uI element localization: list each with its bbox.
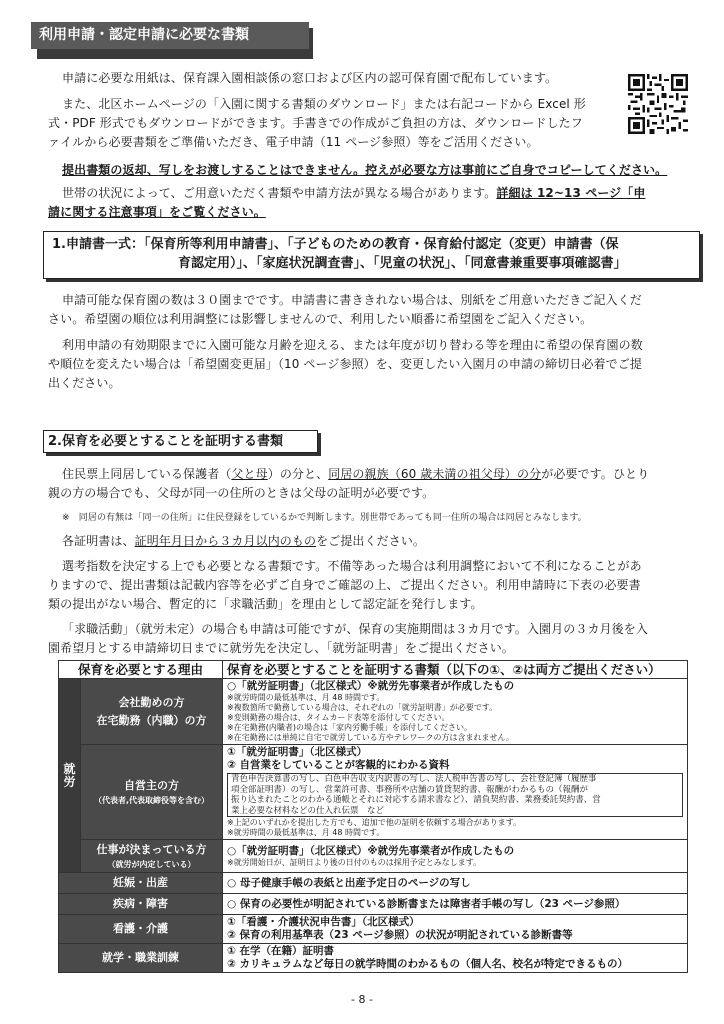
doc-line: ① 在学（在籍）証明書 [227,945,335,957]
intro-paragraph-4a-text: 世帯の状況によって、ご用意いただく書類や申請方法が異なる場合があります。 [62,186,497,200]
note: ※就労開始日が、証明日より後の日付のものは採用予定とみなします。 [227,857,482,867]
table-header-row [59,661,688,679]
s2-p1-part2: 父と母 [231,467,268,481]
row-label-selfemployed-2: （代表者,代表取締役等を含む） [93,796,210,805]
note: ※複数箇所で勤務している場合は、それぞれの「就労証明書」が必要です。 [227,703,498,712]
intro-paragraph-2c: ァイルから必要書類をご準備いただき、電子申請（11 ページ参照）等をご活用ください。 [48,135,539,149]
self-evidence-list [227,773,683,817]
section1-heading-line2: 育認定用）」、「家庭状況調査書」、「児童の状況」、「同意書兼重要事項確認書」 [178,256,627,271]
s2-p2-part3: をご提出ください。 [316,534,426,548]
note: ※上記のいずれかを提出した方でも、追加で他の証明を依頼する場合があります。 [227,818,522,827]
section2-heading-box [43,430,318,453]
row-doc-self-main2: ② 自営業をしていることが客観的にわかる資料 [227,759,450,771]
row-label-job-2: （就労が内定している） [107,860,196,869]
section2-paragraph-2 [62,533,425,550]
section2-paragraph-3a: 選考指数を決定する上でも必要となる書類です。不備等あった場合は利用調整において不利になることがあ [62,559,642,573]
intro-warning: 提出書類の返却、写しをお渡しすることはできません。控えが必要な方は事前にご自身でコピーしてください。 [62,163,668,177]
note: ※在宅勤務(内職者)の場合は「家内労働手帳」を添付してください。 [227,723,472,732]
page-title: 利用申請・認定申請に必要な書類 [31,22,309,49]
row-label-care: 看護・介護 [59,915,223,944]
section1-heading-box [43,231,700,279]
table-row [59,679,688,745]
intro-paragraph-2a: また、北区ホームページの「入園に関する書類のダウンロード」または右記コードから Excel 形 [62,97,586,111]
row-doc-company [223,679,688,745]
table-row [59,840,688,873]
section2-heading: 2.保育を必要とすることを証明する書類 [48,434,283,449]
qr-code-icon [628,74,688,134]
evidence-line: 青色申告決算書の写し、白色申告収支内訳書の写し、法人税申告書の写し、会社登記簿（履歴事 [231,774,597,784]
row-label-selfemployed-1: 自営主の方 [124,779,179,792]
section1-paragraph-2b: や順位を変えたい場合は「希望園変更届」（10 ページ参照）を、変更したい入園月の申請の締切日必着でご提 [48,357,642,371]
s2-p1-part5: が必要です。ひとり [541,467,650,481]
section2-paragraph-1b: 親の方の場合でも、父母が同一の住所のときは父母の証明が必要です。 [48,486,435,500]
table-row [59,915,688,944]
section1-heading-line1: 1.申請書一式：「保育所等利用申請書」、「子どものための教育・保育給付認定（変更）申請書（保 [52,237,619,252]
note: ※在宅勤務には単純に自宅で就労している方やテレワークの方は含まれません。 [227,733,515,742]
row-doc-company-main: ○「就労証明書」（北区様式）※就労先事業者が作成したもの [227,680,515,692]
group-label-work: 就労 [59,679,81,873]
row-label-study: 就学・職業訓練 [59,944,223,973]
note: ※就労時間の最低基準は、月 48 時間です。 [227,828,385,837]
section2-paragraph-4b: 園希望月とする申請締切日までに就労先を決定し、「就労証明書」をご提出ください。 [48,641,514,655]
s2-p2-part2: 証明年月日から３カ月以内のもの [134,534,317,548]
row-label-job-1: 仕事が決まっている方 [96,843,207,856]
section2-paragraph-3b: りますので、提出書類は記載内容等を必ずご自身でご確認の上、ご提出ください。利用申請時に下表の必要書 [48,578,641,592]
section2-paragraph-4a: 「求職活動」（就労未定）の場合も申請は可能ですが、保育の実施期間は３カ月です。入園月の３カ月後を入 [62,622,648,636]
section2-note: ※ 同居の有無は「同一の住所」に住民登録をしているかで判断します。別世帯であっても同一住所の場合は同居とみなします。 [62,513,587,523]
evidence-line: 振り込まれたことのわかる通帳とそれに対応する請求書など）、請負契約書、業務委託契約書、営 [231,795,601,805]
evidence-line: 項全部証明書）の写し、営業許可書、事務所や店舗の賃貸契約書、報酬がわかるもの（報酬が [231,784,589,795]
table-row [59,894,688,915]
table-row [59,745,688,840]
section1-paragraph-1b: さい。希望園の順位は利用調整には影響しませんので、利用したい順番に希望園をご記入ください。 [48,312,593,326]
row-doc-illness: ○ 保育の必要性が明記されている診断書または障害者手帳の写し（23 ページ参照） [223,894,688,915]
row-label-company [81,679,223,745]
note: ※就労時間の最低基準は、月 48 時間です。 [227,693,385,702]
s2-p1-part3: ）の分と、 [267,467,329,481]
row-label-company-2: 在宅勤務（内職）の方 [96,713,207,727]
section1-paragraph-2c: 出ください。 [48,376,121,390]
requirements-table [58,660,688,973]
doc-line: ①「看護・介護状況申告書」（北区様式） [227,916,420,928]
row-doc-job-decided [223,840,688,873]
note: ※変則勤務の場合は、タイムカード表等を添付してください。 [227,713,450,722]
section1-paragraph-2a: 利用申請の有効期限までに入園可能な月齢を迎える、または年度が切り替わる等を理由に希望の保育園の数 [62,338,643,352]
s2-p1-part1: 住民票上同居している保護者（ [62,467,232,481]
doc-line: ② 保育の利用基準表（23 ページ参照）の状況が明記されている診断書等 [227,929,573,941]
section2-paragraph-3c: 類の提出がない場合、暫定的に「求職活動」を理由として認定証を発行します。 [48,597,483,611]
row-doc-study [223,944,688,973]
row-label-illness: 疾病・障害 [59,894,223,915]
intro-paragraph-4a [62,185,645,202]
intro-paragraph-4c: 請に関する注意事項」をご覧ください。 [48,205,266,219]
intro-paragraph-4a-link: 詳細は 12~13 ページ「申 [496,186,646,200]
page-number: - 8 - [351,993,373,1006]
row-doc-self-main1: ①「就労証明書」（北区様式） [227,746,368,758]
row-doc-care [223,915,688,944]
row-doc-selfemployed [223,745,688,840]
row-label-pregnancy: 妊娠・出産 [59,873,223,894]
intro-paragraph-2b: 式・PDF 形式でもダウンロードができます。手書きでの作成がご負担の方は、ダウンロードしたフ [48,116,583,130]
s2-p1-part4: 同居の親族（60 歳未満の祖父母）の分 [328,467,542,481]
evidence-line: 業上必要な材料などの仕入れ伝票 など [231,805,385,816]
s2-p2-part1: 各証明書は、 [62,534,135,548]
row-label-company-1: 会社勤めの方 [118,695,185,709]
section1-heading [52,235,697,273]
row-label-selfemployed [81,745,223,840]
doc-line: ② カリキュラムなど毎日の就学時間のわかるもの（個人名、校名が特定できるもの） [227,958,628,970]
row-label-job-decided [81,840,223,873]
table-head-right: 保育を必要とすることを証明する書類（以下の①、②は両方ご提出ください） [223,661,688,679]
row-doc-pregnancy: ○ 母子健康手帳の表紙と出産予定日のページの写し [223,873,688,894]
table-row [59,873,688,894]
table-row [59,944,688,973]
row-doc-job-main: ○「就労証明書」（北区様式）※就労先事業者が作成したもの [227,844,515,857]
table-head-left: 保育を必要とする理由 [59,661,223,679]
section1-paragraph-1a: 申請可能な保育園の数は３０園までです。申請書に書ききれない場合は、別紙をご用意いただきご記入くだ [62,293,642,307]
intro-paragraph-1: 申請に必要な用紙は、保育課入園相談係の窓口および区内の認可保育園で配布しています。 [62,71,558,85]
section2-paragraph-1a [62,466,649,483]
